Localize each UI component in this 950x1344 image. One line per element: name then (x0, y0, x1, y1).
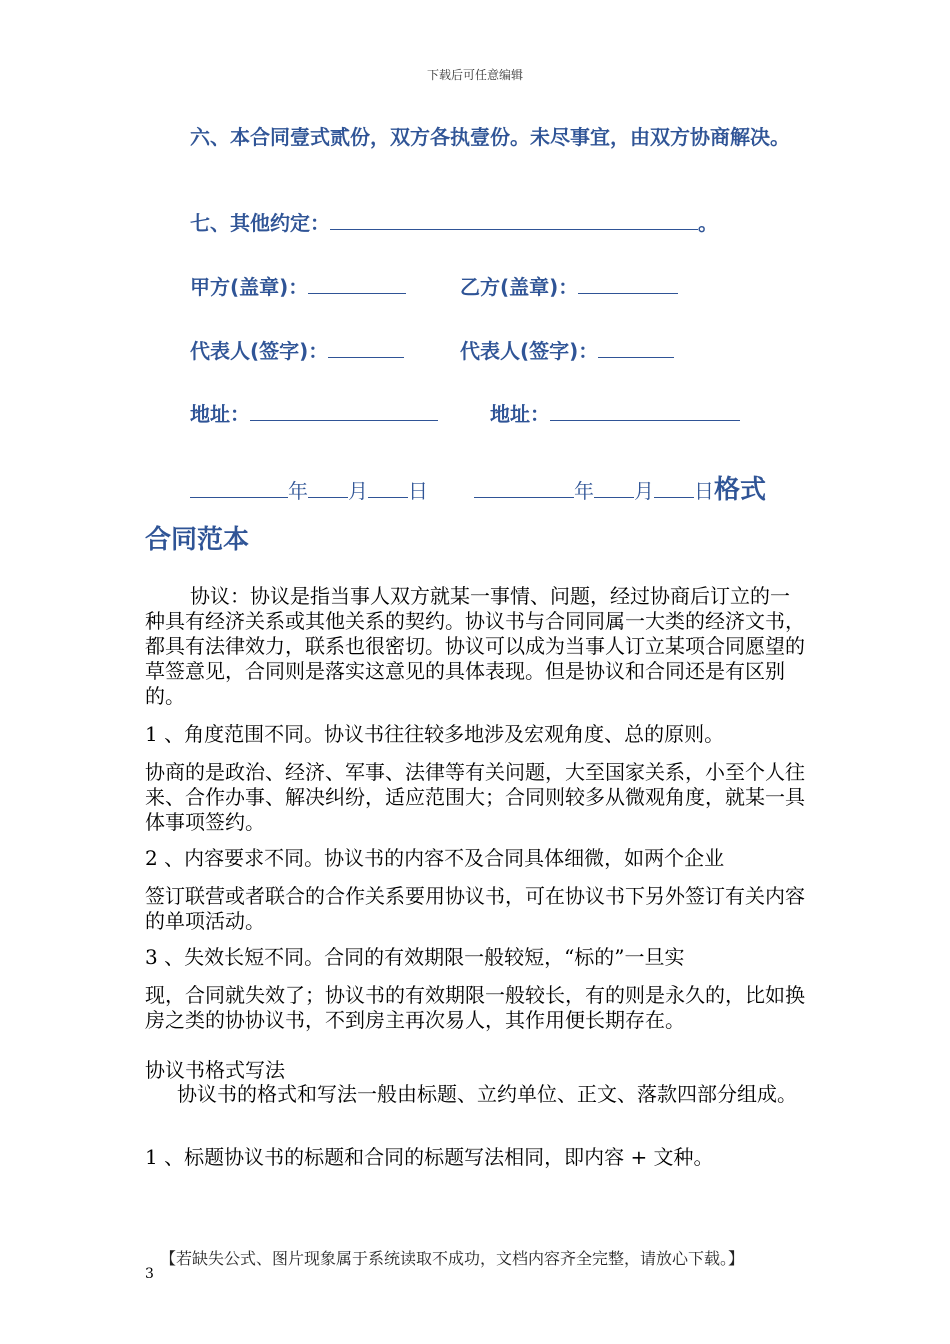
point-2-title: 2 、内容要求不同。协议书的内容不及合同具体细微，如两个企业 (145, 846, 725, 870)
date-b-day: 日 (694, 479, 714, 503)
party-b-label: 乙方(盖章)： (460, 275, 579, 299)
date-b-month-blank (594, 479, 634, 498)
format-description: 协议书的格式和写法一般由标题、立约单位、正文、落款四部分组成。 (177, 1082, 797, 1106)
date-b-day-blank (654, 479, 694, 498)
date-a-day: 日 (408, 479, 428, 503)
party-a-blank (308, 275, 406, 294)
format-title: 协议书格式写法 (145, 1058, 285, 1082)
point-1-title: 1 、角度范围不同。协议书往往较多地涉及宏观角度、总的原则。 (145, 722, 725, 746)
rep-a-blank (328, 339, 404, 358)
rep-b-label: 代表人(签字)： (460, 339, 599, 363)
intro-paragraph: 协议：协议是指当事人双方就某一事情、问题，经过协商后订立的一种具有经济关系或其他关系的契约。协议书与合同同属一大类的经济文书，都具有法律效力，联系也很密切。协议可以成为当事人订立某项合同愿望的草签意见，合同则是落实这意见的具体表现。但是协议和合同还是有区别的。 (145, 584, 805, 708)
address-a-blank (250, 402, 438, 421)
page-header: 下载后可任意编辑 (426, 68, 523, 82)
point-3-title: 3 、失效长短不同。合同的有效期限一般较短，“标的”一旦实 (145, 945, 685, 969)
clause-7-end: 。 (698, 211, 718, 235)
rep-b-sign (460, 338, 674, 364)
point-2-detail: 签订联营或者联合的合作关系要用协议书，可在协议书下另外签订有关内容的单项活动。 (145, 884, 805, 933)
rep-a-sign (190, 338, 404, 364)
clause-7-blank (330, 211, 698, 230)
date-a-month-blank (308, 479, 348, 498)
page-number: 3 (145, 1266, 154, 1282)
party-b-seal (460, 274, 678, 300)
point-3-detail: 现，合同就失效了；协议书的有效期限一般较长，有的则是永久的，比如换房之类的协协议书，不到房主再次易人，其作用便长期存在。 (145, 983, 805, 1032)
date-b-month: 月 (634, 479, 654, 503)
address-b (490, 401, 740, 427)
clause-7-label: 七、其他约定： (190, 211, 330, 235)
rep-a-label: 代表人(签字)： (190, 339, 329, 363)
address-b-label: 地址： (490, 402, 550, 426)
format-item-1: 1 、标题协议书的标题和合同的标题写法相同，即内容 + 文种。 (145, 1145, 714, 1169)
date-line (190, 474, 766, 507)
address-a (190, 401, 438, 427)
address-a-label: 地址： (190, 402, 250, 426)
clause-6: 六、本合同壹式贰份，双方各执壹份。未尽事宜，由双方协商解决。 (190, 125, 790, 149)
date-a-day-blank (368, 479, 408, 498)
party-a-seal (190, 274, 406, 300)
party-a-label: 甲方(盖章)： (190, 275, 309, 299)
clause-7 (190, 210, 718, 236)
rep-b-blank (598, 339, 674, 358)
address-b-blank (550, 402, 740, 421)
date-a-year-blank (190, 479, 288, 498)
date-b-year: 年 (574, 479, 594, 503)
footer-note: 【若缺失公式、图片现象属于系统读取不成功，文档内容齐全完整，请放心下载。】 (160, 1249, 745, 1268)
heading-part-1: 格式 (714, 475, 767, 505)
heading-part-2: 合同范本 (145, 525, 250, 555)
date-a-year: 年 (288, 479, 308, 503)
date-b-year-blank (474, 479, 574, 498)
party-b-blank (578, 275, 678, 294)
date-a-month: 月 (348, 479, 368, 503)
point-1-detail: 协商的是政治、经济、军事、法律等有关问题，大至国家关系，小至个人往来、合作办事、解决纠纷，适应范围大；合同则较多从微观角度，就某一具体事项签约。 (145, 760, 805, 834)
